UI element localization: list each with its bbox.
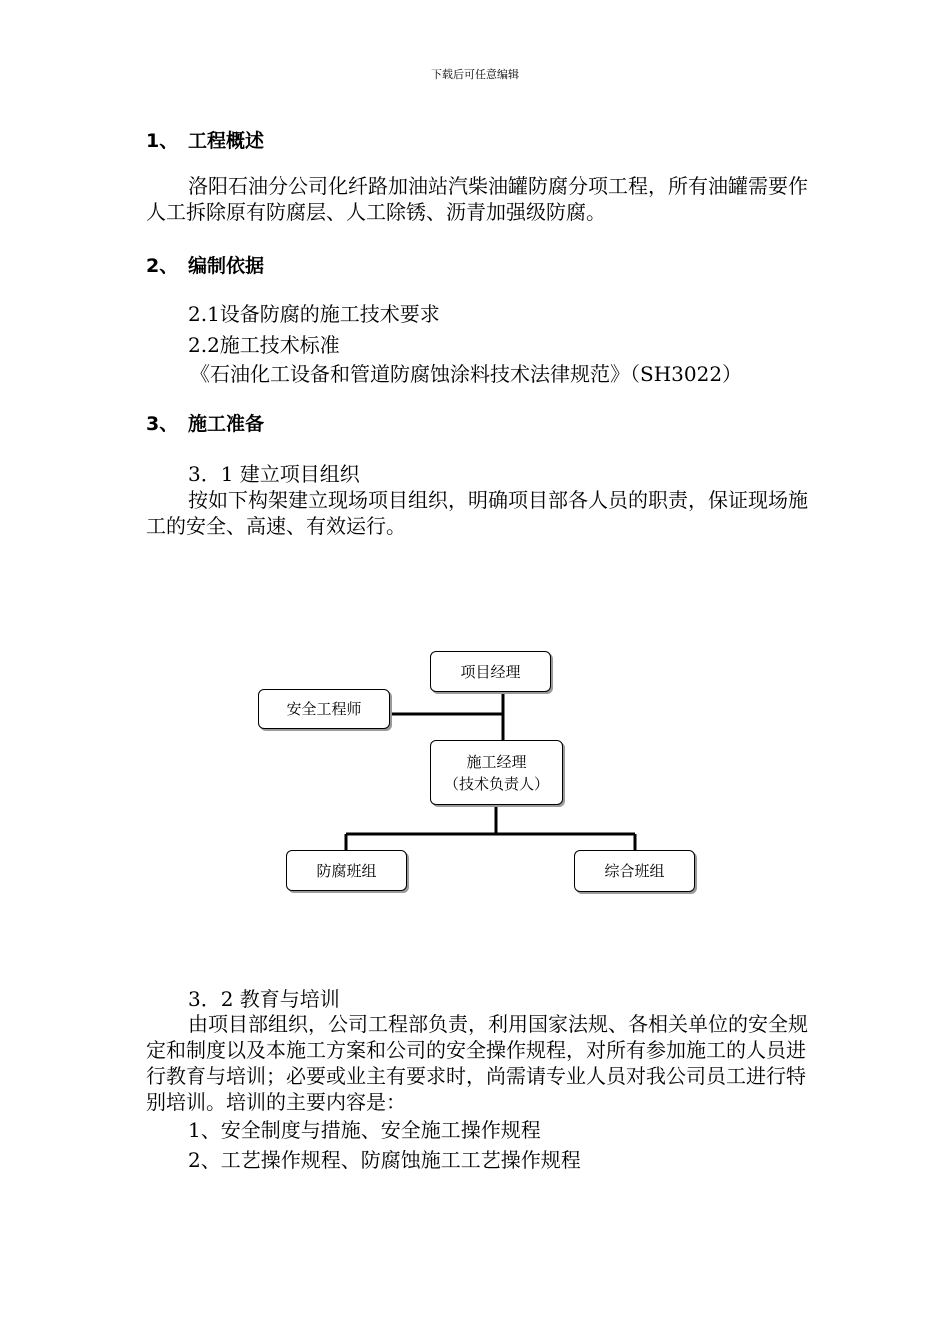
org-label: 安全工程师 xyxy=(286,700,362,718)
section-title: 工程概述 xyxy=(188,130,265,152)
basis-standard: 《石油化工设备和管道防腐蚀涂料技术法律规范》（SH3022） xyxy=(190,362,743,386)
org-box-construction-manager xyxy=(430,740,563,805)
basis-item-2: 2.2施工技术标准 xyxy=(188,333,340,357)
basis-item-1: 2.1设备防腐的施工技术要求 xyxy=(188,302,440,326)
training-list-item-2: 2、工艺操作规程、防腐蚀施工工艺操作规程 xyxy=(188,1148,581,1172)
overview-paragraph: 洛阳石油分公司化纤路加油站汽柴油罐防腐分项工程，所有油罐需要作人工拆除原有防腐层、人工除锈、沥青加强级防腐。 xyxy=(146,174,808,224)
training-list-item-1: 1、安全制度与措施、安全施工操作规程 xyxy=(188,1118,541,1142)
org-label-note: （技术负责人） xyxy=(443,774,549,793)
header-note: 下载后可任意编辑 xyxy=(431,68,519,81)
org-box-project-manager xyxy=(430,651,551,692)
section-number: 2、 xyxy=(146,255,179,277)
org-label: 综合班组 xyxy=(604,862,665,880)
subsection-title-3-1: 3．1 建立项目组织 xyxy=(188,462,360,486)
org-box-anticorrosion-team xyxy=(286,850,407,891)
org-box-safety-engineer xyxy=(258,689,390,729)
org-label: 防腐班组 xyxy=(316,861,377,880)
section-title: 编制依据 xyxy=(188,255,265,277)
section-number: 1、 xyxy=(146,130,179,152)
training-paragraph: 由项目部组织，公司工程部负责，利用国家法规、各相关单位的安全规定和制度以及本施工方案和公司的安全操作规程，对所有参加施工的人员进行教育与培训；必要或业主有要求时，尚需请专业人员对我公司员工进行特别培训。培训的主要内容是： xyxy=(146,1012,808,1114)
section-title: 施工准备 xyxy=(188,413,265,435)
organization-paragraph: 按如下构架建立现场项目组织，明确项目部各人员的职责，保证现场施工的安全、高速、有效运行。 xyxy=(146,488,808,538)
org-box-general-team xyxy=(574,850,695,892)
org-label: 项目经理 xyxy=(460,662,521,681)
org-label: 施工经理 xyxy=(466,752,527,771)
subsection-title-3-2: 3．2 教育与培训 xyxy=(188,987,340,1011)
section-number: 3、 xyxy=(146,413,179,435)
